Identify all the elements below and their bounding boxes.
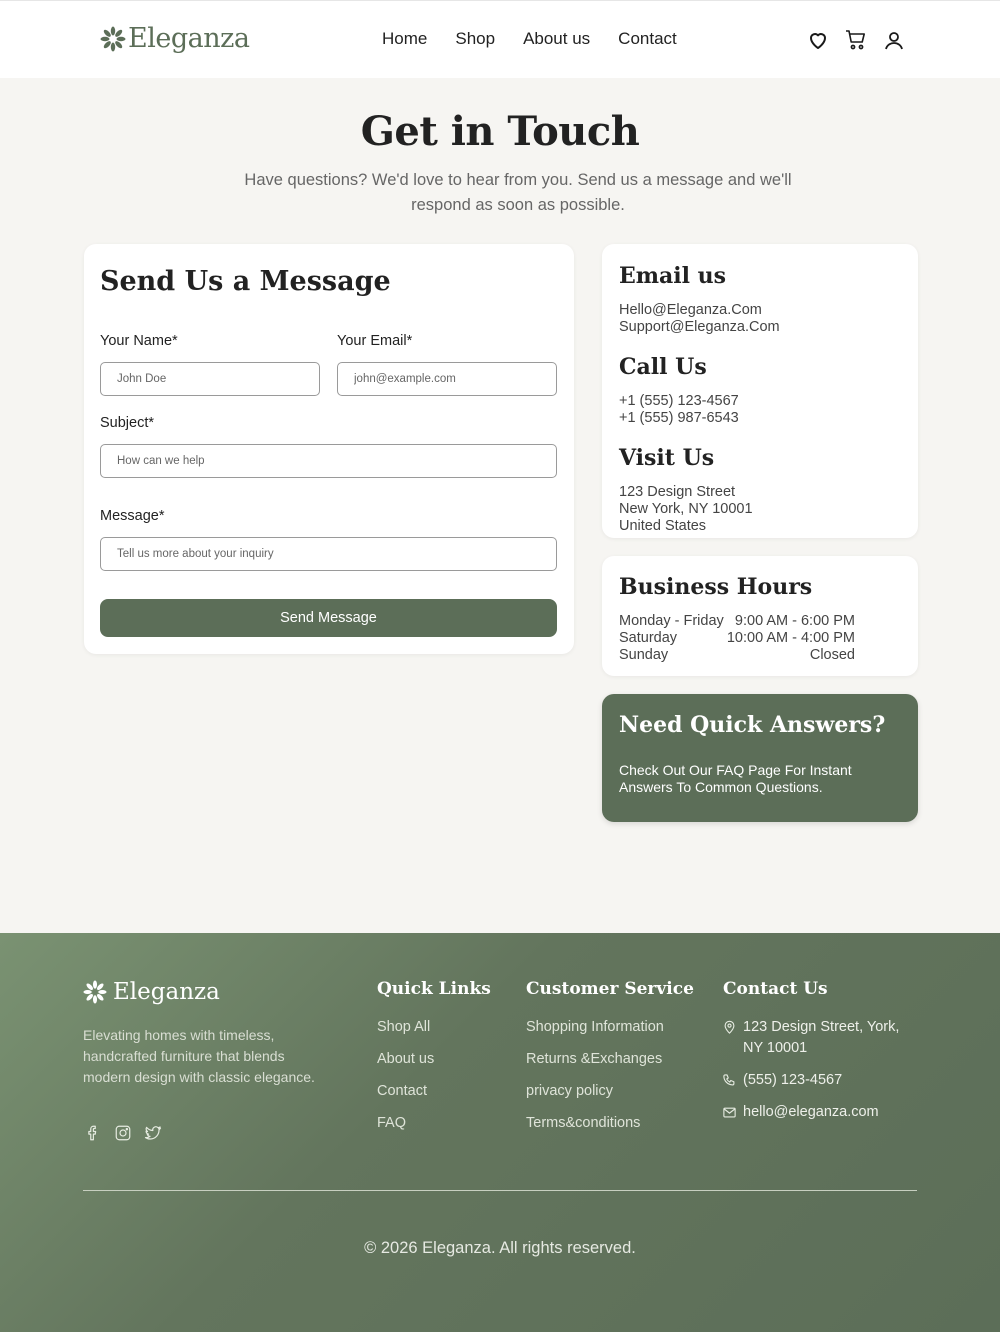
phone-primary[interactable]: +1 (555) 123-4567 xyxy=(619,393,739,409)
mail-icon xyxy=(722,1105,737,1120)
footer-link-faq[interactable]: FAQ xyxy=(377,1115,407,1131)
name-input[interactable] xyxy=(100,362,320,396)
send-message-button[interactable]: Send Message xyxy=(100,599,557,637)
footer-divider xyxy=(83,1190,917,1191)
message-label: Message* xyxy=(100,508,165,524)
flower-logo-icon xyxy=(100,26,126,52)
footer-email-text: hello@eleganza.com xyxy=(743,1104,879,1120)
footer-logo[interactable] xyxy=(83,979,220,1005)
user-icon[interactable] xyxy=(882,28,906,52)
hours-day: Monday - Friday xyxy=(619,613,724,629)
business-hours-card xyxy=(602,556,918,676)
nav-home[interactable]: Home xyxy=(382,29,428,48)
message-input[interactable] xyxy=(100,537,557,571)
facebook-icon[interactable] xyxy=(84,1124,102,1142)
form-title: Send Us a Message xyxy=(100,266,391,297)
instagram-icon[interactable] xyxy=(114,1124,132,1142)
footer-email[interactable] xyxy=(722,1102,879,1123)
footer-link-returns[interactable]: Returns &Exchanges xyxy=(526,1051,663,1067)
hours-time: Closed xyxy=(809,647,855,663)
subject-label: Subject* xyxy=(100,415,155,431)
email-input[interactable] xyxy=(337,362,557,396)
phone-icon xyxy=(722,1073,737,1088)
copyright: © 2026 Eleganza. All rights reserved. xyxy=(364,1239,636,1257)
faq-title: Need Quick Answers? xyxy=(619,712,886,738)
footer-address xyxy=(722,1017,912,1059)
hours-day: Saturday xyxy=(619,630,678,646)
flower-logo-icon xyxy=(83,980,107,1004)
heart-icon[interactable] xyxy=(806,28,830,52)
hours-day: Sunday xyxy=(619,647,669,663)
footer-link-contact[interactable]: Contact xyxy=(377,1083,427,1099)
phone-secondary[interactable]: +1 (555) 987-6543 xyxy=(619,410,739,426)
nav-shop[interactable]: Shop xyxy=(455,29,496,48)
footer-link-privacy[interactable]: privacy policy xyxy=(526,1083,614,1099)
address-line-1: 123 Design Street xyxy=(619,484,736,500)
subject-input[interactable] xyxy=(100,444,557,478)
nav-about[interactable]: About us xyxy=(523,29,591,48)
email-label: Your Email* xyxy=(337,333,413,349)
email-primary[interactable]: Hello@Eleganza.Com xyxy=(619,302,762,318)
footer-link-shopping-info[interactable]: Shopping Information xyxy=(526,1019,664,1035)
name-label: Your Name* xyxy=(100,333,178,349)
page-title: Get in Touch xyxy=(360,108,640,155)
footer-tagline: Elevating homes with timeless, handcrafted furniture that blends modern design with classic elegance. xyxy=(83,1027,315,1085)
footer-phone-text: (555) 123-4567 xyxy=(743,1072,843,1088)
social-links xyxy=(84,1124,162,1142)
logo-text: Eleganza xyxy=(128,23,250,54)
page-subtitle: Have questions? We'd love to hear from you. Send us a message and we'll respond as soon as possible. xyxy=(244,171,792,214)
footer-address-text: 123 Design Street, York, NY 10001 xyxy=(743,1019,900,1056)
email-support[interactable]: Support@Eleganza.Com xyxy=(619,319,780,335)
main-nav xyxy=(382,29,677,49)
site-header xyxy=(0,0,1000,78)
quick-links-title: Quick Links xyxy=(377,979,491,999)
location-pin-icon xyxy=(722,1020,737,1035)
customer-service-title: Customer Service xyxy=(526,979,694,999)
contact-info-card xyxy=(602,244,918,538)
hours-time: 9:00 AM - 6:00 PM xyxy=(734,613,855,629)
twitter-icon[interactable] xyxy=(144,1124,162,1142)
logo[interactable] xyxy=(100,23,249,54)
site-footer xyxy=(0,933,1000,1332)
address-line-3: United States xyxy=(619,518,707,534)
contact-us-title: Contact Us xyxy=(723,979,828,999)
header-actions xyxy=(806,28,906,52)
address-line-2: New York, NY 10001 xyxy=(619,501,753,517)
faq-card[interactable] xyxy=(602,694,918,822)
footer-link-about[interactable]: About us xyxy=(377,1051,435,1067)
nav-contact[interactable]: Contact xyxy=(618,29,677,48)
cart-icon[interactable] xyxy=(844,28,868,52)
contact-form-card xyxy=(84,244,574,654)
footer-link-shop-all[interactable]: Shop All xyxy=(377,1019,431,1035)
visit-heading: Visit Us xyxy=(619,445,715,471)
footer-link-terms[interactable]: Terms&conditions xyxy=(526,1115,641,1131)
call-heading: Call Us xyxy=(619,354,707,380)
hours-time: 10:00 AM - 4:00 PM xyxy=(726,630,855,646)
email-heading: Email us xyxy=(619,263,727,289)
footer-logo-text: Eleganza xyxy=(113,979,220,1005)
footer-phone[interactable] xyxy=(722,1070,842,1091)
hours-heading: Business Hours xyxy=(619,574,813,600)
faq-text: Check Out Our FAQ Page For Instant Answers To Common Questions. xyxy=(619,762,852,795)
